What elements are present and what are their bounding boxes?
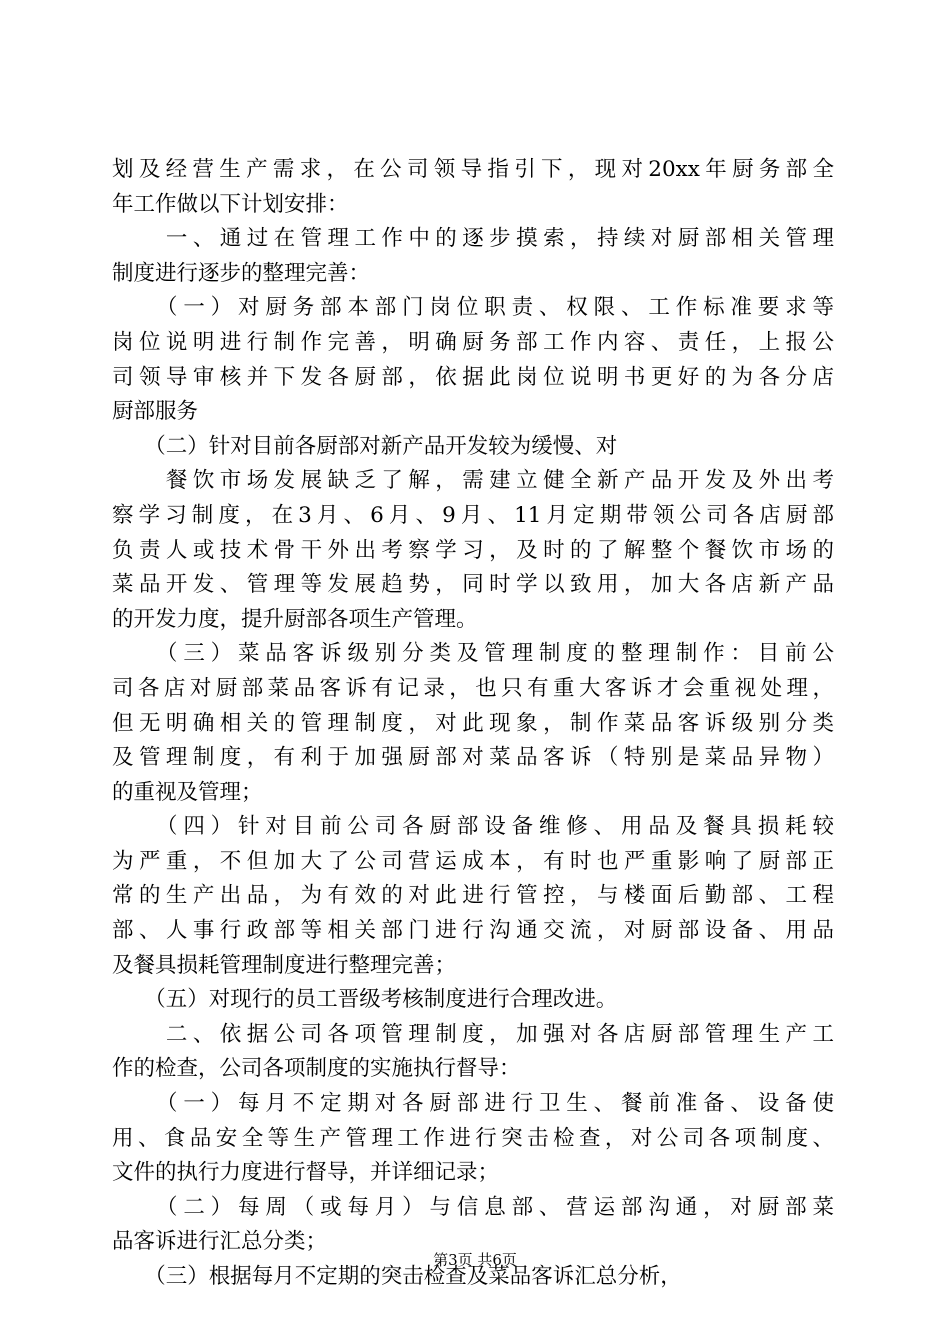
text-line: 年工作做以下计划安排： (112, 191, 349, 217)
text-line: （一）对厨务部本部门岗位职责、权限、工作标准要求等 (112, 295, 834, 321)
text-line: 常的生产出品，为有效的对此进行管控，与楼面后勤部、工程 (112, 883, 834, 909)
text-line: 作的检查，公司各项制度的实施执行督导： (112, 1056, 521, 1082)
text-line: （三）菜品客诉级别分类及管理制度的整理制作：目前公 (112, 641, 834, 667)
page-number-footer: 第3页 共6页 (433, 1251, 517, 1269)
text-line: （三）根据每月不定期的突击检查及菜品客诉汇总分析， (112, 1264, 682, 1289)
text-line: 厨部服务 (112, 399, 199, 425)
text-line: 司各店对厨部菜品客诉有记录，也只有重大客诉才会重视处理， (112, 675, 834, 701)
body-text (112, 153, 834, 1295)
text-line: 一、通过在管理工作中的逐步摸索，持续对厨部相关管理 (112, 226, 834, 252)
text-line: （二）针对目前各厨部对新产品开发较为缓慢、对 (112, 433, 618, 459)
text-line: 但无明确相关的管理制度，对此现象，制作菜品客诉级别分类 (112, 710, 834, 736)
text-line: 为严重，不但加大了公司营运成本，有时也严重影响了厨部正 (112, 848, 834, 874)
text-line: 察学习制度，在3月、6月、9月、11月定期带领公司各店厨部 (112, 502, 834, 528)
text-line: 岗位说明进行制作完善，明确厨务部工作内容、责任，上报公 (112, 329, 834, 355)
text-line: （四）针对目前公司各厨部设备维修、用品及餐具损耗较 (112, 814, 834, 840)
text-line: 菜品开发、管理等发展趋势，同时学以致用，加大各店新产品 (112, 572, 834, 598)
text-line: 负责人或技术骨干外出考察学习，及时的了解整个餐饮市场的 (112, 537, 834, 563)
text-line: （一）每月不定期对各厨部进行卫生、餐前准备、设备使 (112, 1091, 834, 1117)
text-line: 制度进行逐步的整理完善： (112, 260, 371, 286)
text-line: 二、依据公司各项管理制度，加强对各店厨部管理生产工 (112, 1021, 834, 1047)
text-line: （二）每周（或每月）与信息部、营运部沟通，对厨部菜 (112, 1194, 834, 1220)
text-line: 餐饮市场发展缺乏了解，需建立健全新产品开发及外出考 (112, 468, 834, 494)
text-line: 及管理制度，有利于加强厨部对菜品客诉（特别是菜品异物） (112, 745, 834, 771)
text-line: （五）对现行的员工晋级考核制度进行合理改进。 (112, 987, 618, 1013)
text-line: 司领导审核并下发各厨部，依据此岗位说明书更好的为各分店 (112, 364, 834, 390)
text-line: 的重视及管理； (112, 779, 263, 805)
text-line: 的开发力度，提升厨部各项生产管理。 (112, 606, 478, 632)
text-line: 文件的执行力度进行督导，并详细记录； (112, 1160, 500, 1186)
text-line: 部、人事行政部等相关部门进行沟通交流，对厨部设备、用品 (112, 918, 834, 944)
text-line: 用、食品安全等生产管理工作进行突击检查，对公司各项制度、 (112, 1125, 834, 1151)
text-line: 品客诉进行汇总分类； (112, 1229, 328, 1255)
text-line: 及餐具损耗管理制度进行整理完善； (112, 952, 457, 978)
text-line: 划及经营生产需求，在公司领导指引下，现对20xx年厨务部全 (112, 157, 834, 182)
